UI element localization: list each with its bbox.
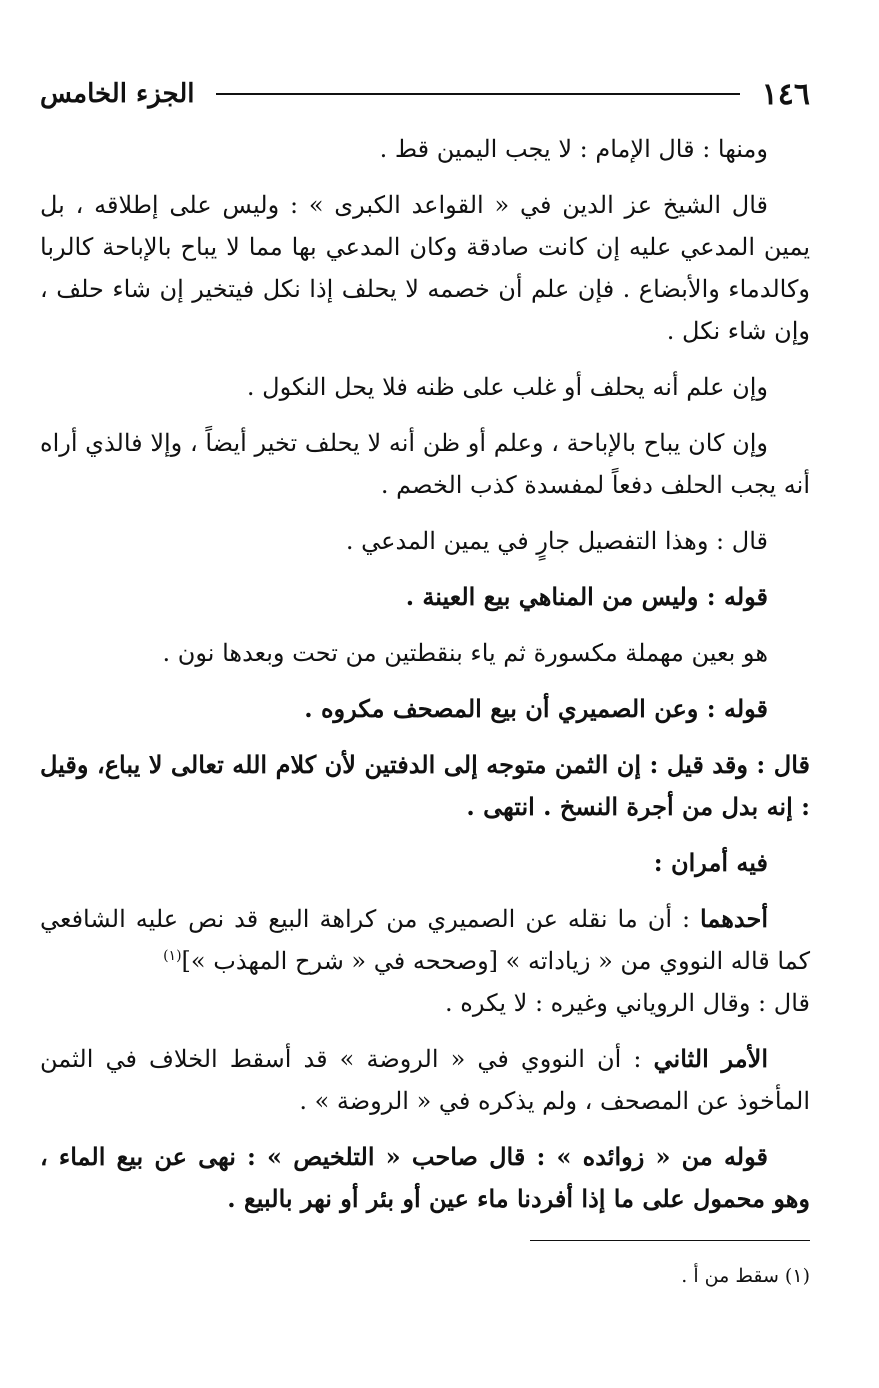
second-matter-lead: الأمر الثاني — [653, 1044, 769, 1073]
paragraph-two-matters: فيه أمران : — [653, 848, 768, 877]
footnote: (١) سقط من أ . — [681, 1265, 810, 1287]
quote-daffatayn: قال : وقد قيل : إن الثمن متوجه إلى الدفتين لأن كلام الله تعالى لا يباع، وقيل : إنه بدل من أجرة النسخ . انتهى . — [40, 750, 810, 821]
page-header — [40, 72, 810, 116]
page-number: ١٤٦ — [761, 76, 810, 112]
footnote-marker: (١) — [163, 948, 182, 964]
quote-saymari: قوله : وعن الصميري أن بيع المصحف مكروه . — [304, 694, 768, 723]
second-matter-text: : أن النووي في « الروضة » قد أسقط الخلاف في الثمن المأخوذ عن المصحف ، ولم يذكره في « الروضة » . — [40, 1045, 810, 1115]
book-page — [40, 72, 810, 1311]
first-matter-text: : أن ما نقله عن الصميري من كراهة البيع قد نص عليه الشافعي كما قاله النووي من « زياداته » [وصححه في « شرح المهذب »] — [40, 905, 810, 975]
paragraph-ibaha: وإن كان يباح بالإباحة ، وعلم أو ظن أنه لا يحلف تخير أيضاً ، وإلا فالذي أراه أنه يجب الحلف دفعاً لمفسدة كذب الخصم . — [40, 429, 810, 499]
running-title: الجزء الخامس — [40, 79, 195, 109]
paragraph-izz-aldin: قال الشيخ عز الدين في « القواعد الكبرى » : وليس على إطلاقه ، بل يمين المدعي عليه إن كانت صادقة وكان المدعي بها مما لا يباح بالإباحة كالربا وكالدماء والأبضاع . فإن علم أن خصمه لا يحلف إذا نكل فيتخير إن شاء حلف ، وإن شاء نكل . — [40, 191, 810, 345]
quote-water-sale: قوله من « زوائده » : قال صاحب « التلخيص » : نهى عن بيع الماء ، وهو محمول على ما إذا أفردنا ماء عين أو بئر أو نهر بالبيع . — [40, 1142, 810, 1213]
paragraph-second-matter — [40, 1038, 810, 1122]
header-rule — [216, 93, 739, 95]
paragraph-imam: ومنها : قال الإمام : لا يجب اليمين قط . — [379, 135, 768, 163]
footnote-rule — [530, 1240, 810, 1241]
quote-eena: قوله : وليس من المناهي بيع العينة . — [405, 582, 768, 611]
first-matter-after: قال : وقال الروياني وغيره : لا يكره . — [445, 989, 810, 1017]
paragraph-tafsil: قال : وهذا التفصيل جارٍ في يمين المدعي . — [345, 527, 768, 555]
first-matter-lead: أحدهما — [700, 904, 768, 933]
paragraph-eena-spelling: هو بعين مهملة مكسورة ثم ياء بنقطتين من تحت وبعدها نون . — [162, 639, 768, 667]
paragraph-first-matter — [40, 898, 810, 1024]
paragraph-nukul: وإن علم أنه يحلف أو غلب على ظنه فلا يحل النكول . — [246, 373, 768, 401]
